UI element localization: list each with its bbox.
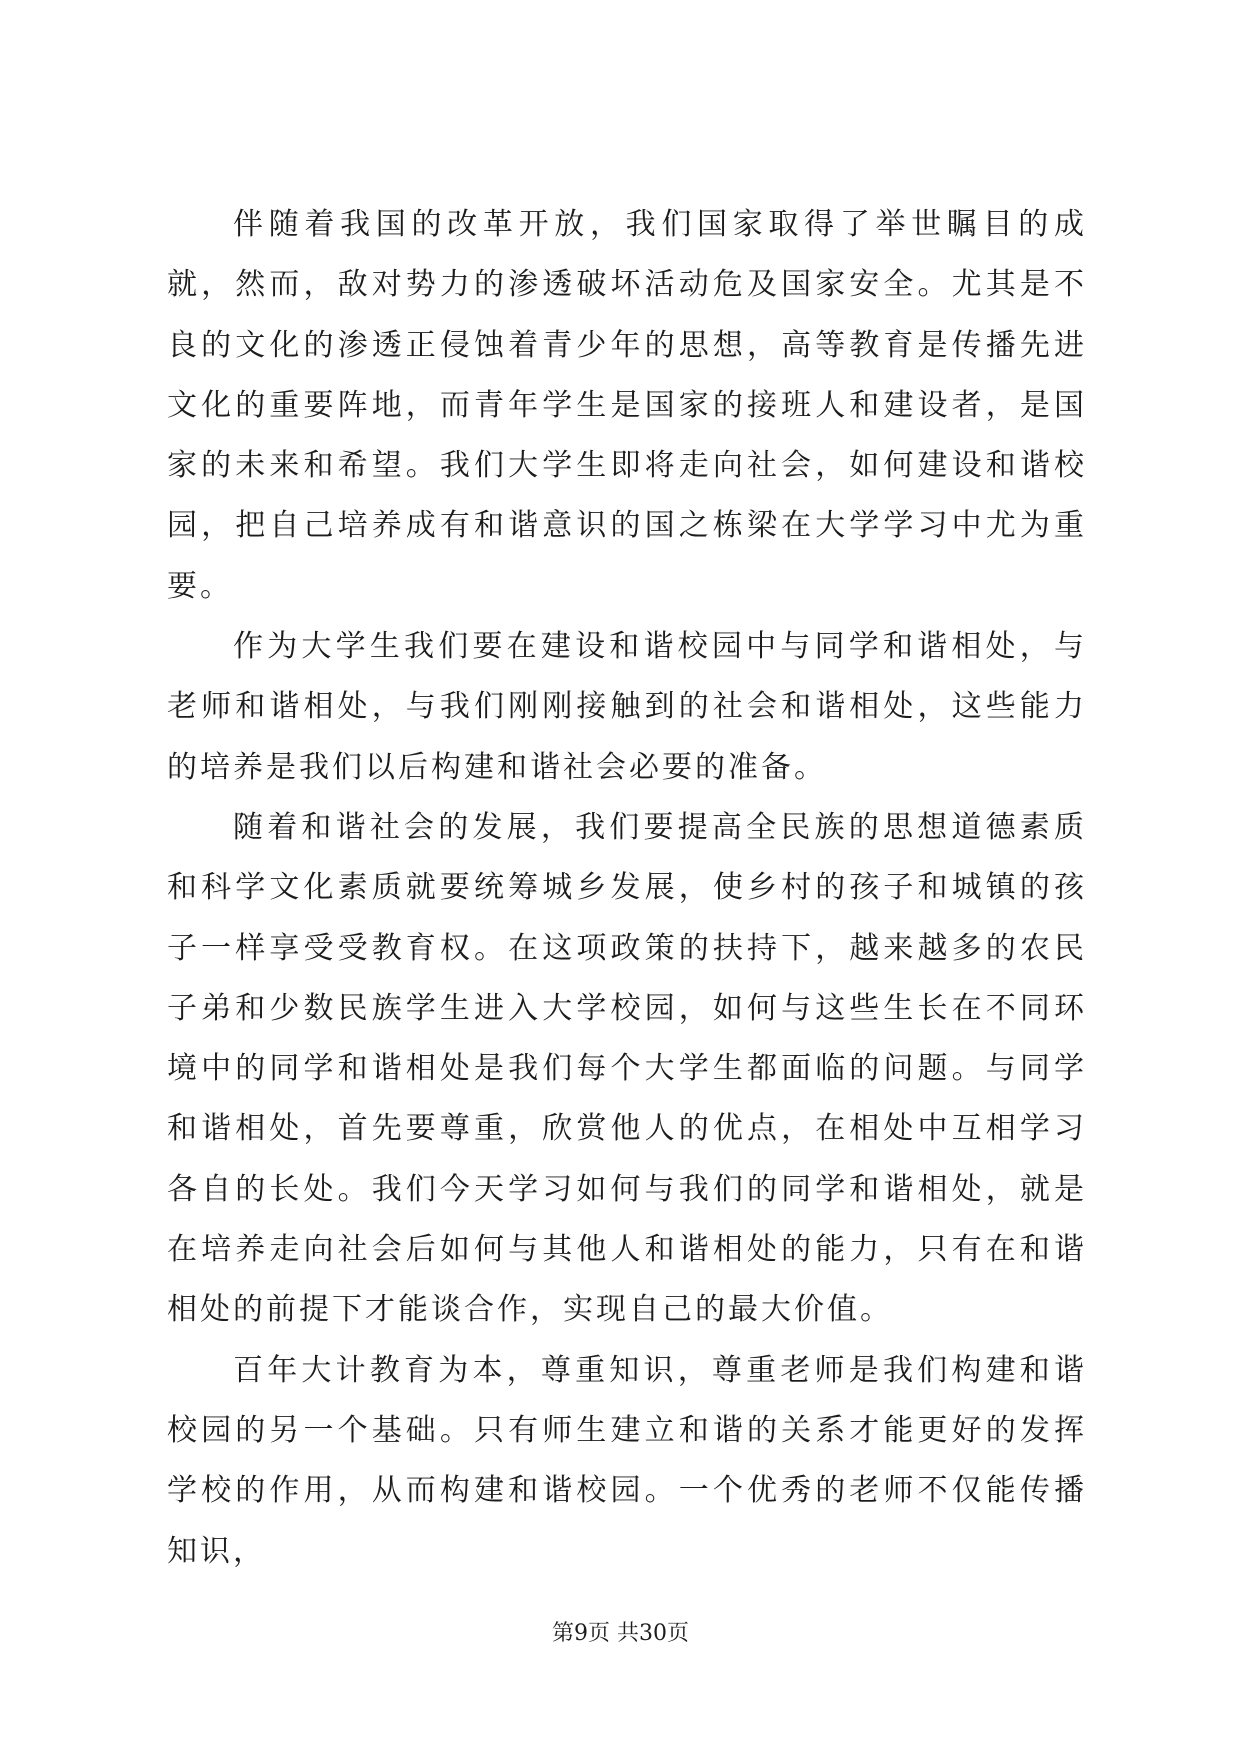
paragraph-2: 作为大学生我们要在建设和谐校园中与同学和谐相处，与老师和谐相处，与我们刚刚接触到的社会和谐相处，这些能力的培养是我们以后构建和谐社会必要的准备。 bbox=[167, 629, 1087, 785]
page-number-footer: 第9页 共30页 bbox=[552, 1621, 689, 1646]
paragraph-3: 随着和谐社会的发展，我们要提高全民族的思想道德素质和科学文化素质就要统筹城乡发展，使乡村的孩子和城镇的孩子一样享受受教育权。在这项政策的扶持下，越来越多的农民子弟和少数民族学生进入大学校园，如何与这些生长在不同环境中的同学和谐相处是我们每个大学生都面临的问题。与同学和谐相处，首先要尊重，欣赏他人的优点，在相处中互相学习各自的长处。我们今天学习如何与我们的同学和谐相处，就是在培养走向社会后如何与其他人和谐相处的能力，只有在和谐相处的前提下才能谈合作，实现自己的最大价值。 bbox=[167, 809, 1087, 1328]
paragraph-4: 百年大计教育为本，尊重知识，尊重老师是我们构建和谐校园的另一个基础。只有师生建立和谐的关系才能更好的发挥学校的作用，从而构建和谐校园。一个优秀的老师不仅能传播知识， bbox=[167, 1352, 1087, 1569]
document-body bbox=[167, 195, 1087, 1582]
paragraph-1: 伴随着我国的改革开放，我们国家取得了举世瞩目的成就，然而，敌对势力的渗透破坏活动危及国家安全。尤其是不良的文化的渗透正侵蚀着青少年的思想，高等教育是传播先进文化的重要阵地，而青年学生是国家的接班人和建设者，是国家的未来和希望。我们大学生即将走向社会，如何建设和谐校园，把自己培养成有和谐意识的国之栋梁在大学学习中尤为重要。 bbox=[167, 207, 1087, 604]
